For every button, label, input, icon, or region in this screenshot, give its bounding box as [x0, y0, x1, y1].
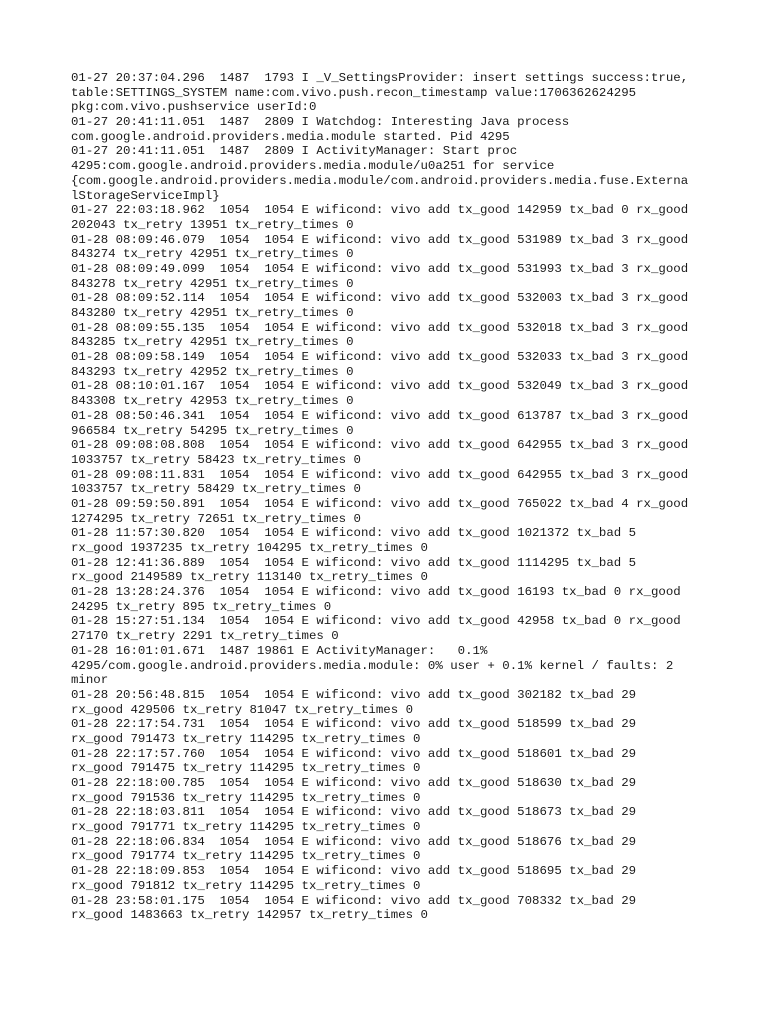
- log-line: 01-27 22:03:18.962 1054 1054 E wificond: vivo add tx_good 142959 tx_bad 0 rx_good: [71, 203, 689, 218]
- log-line: 01-27 20:41:11.051 1487 2809 I Watchdog: Interesting Java process: [71, 115, 570, 130]
- log-line: 843274 tx_retry 42951 tx_retry_times 0: [71, 247, 354, 262]
- log-line: 01-28 13:28:24.376 1054 1054 E wificond: vivo add tx_good 16193 tx_bad 0 rx_good: [71, 585, 681, 600]
- log-line: 27170 tx_retry 2291 tx_retry_times 0: [71, 629, 339, 644]
- log-line: 01-28 08:09:52.114 1054 1054 E wificond: vivo add tx_good 532003 tx_bad 3 rx_good: [71, 291, 689, 306]
- log-line: 843308 tx_retry 42953 tx_retry_times 0: [71, 394, 354, 409]
- log-line: rx_good 1483663 tx_retry 142957 tx_retry_times 0: [71, 908, 428, 923]
- log-line: 843278 tx_retry 42951 tx_retry_times 0: [71, 276, 354, 291]
- log-line: rx_good 791771 tx_retry 114295 tx_retry_times 0: [71, 820, 421, 835]
- log-document: [71, 71, 721, 923]
- log-line: 202043 tx_retry 13951 tx_retry_times 0: [71, 217, 354, 232]
- log-line: 01-28 22:17:57.760 1054 1054 E wificond: vivo add tx_good 518601 tx_bad 29: [71, 746, 637, 761]
- log-line: 01-28 09:08:08.808 1054 1054 E wificond: vivo add tx_good 642955 tx_bad 3 rx_good: [71, 438, 689, 453]
- log-line: 01-28 12:41:36.889 1054 1054 E wificond: vivo add tx_good 1114295 tx_bad 5: [71, 555, 637, 570]
- log-line: {com.google.android.providers.media.module/com.android.providers.media.fuse.Externa: [71, 173, 689, 188]
- log-line: 843285 tx_retry 42951 tx_retry_times 0: [71, 335, 354, 350]
- log-line: 01-27 20:37:04.296 1487 1793 I _V_SettingsProvider: insert settings success:true,: [71, 71, 689, 85]
- log-line: 01-28 08:10:01.167 1054 1054 E wificond: vivo add tx_good 532049 tx_bad 3 rx_good: [71, 379, 689, 394]
- log-line: 1274295 tx_retry 72651 tx_retry_times 0: [71, 511, 361, 526]
- log-line: rx_good 791774 tx_retry 114295 tx_retry_times 0: [71, 849, 421, 864]
- log-line: 843293 tx_retry 42952 tx_retry_times 0: [71, 364, 354, 379]
- log-line: com.google.android.providers.media.module started. Pid 4295: [71, 129, 510, 144]
- log-line: 01-28 16:01:01.671 1487 19861 E ActivityManager: 0.1%: [71, 643, 488, 658]
- log-line: 01-28 22:17:54.731 1054 1054 E wificond: vivo add tx_good 518599 tx_bad 29: [71, 717, 637, 732]
- log-line: rx_good 1937235 tx_retry 104295 tx_retry_times 0: [71, 541, 428, 555]
- log-line: 01-28 08:09:55.135 1054 1054 E wificond: vivo add tx_good 532018 tx_bad 3 rx_good: [71, 320, 689, 335]
- log-line: rx_good 791536 tx_retry 114295 tx_retry_times 0: [71, 790, 421, 805]
- log-line: 01-28 22:18:00.785 1054 1054 E wificond: vivo add tx_good 518630 tx_bad 29: [71, 776, 637, 790]
- log-line: 843280 tx_retry 42951 tx_retry_times 0: [71, 306, 354, 320]
- log-line: 01-28 08:09:58.149 1054 1054 E wificond: vivo add tx_good 532033 tx_bad 3 rx_good: [71, 350, 689, 365]
- log-line: 01-28 08:50:46.341 1054 1054 E wificond: vivo add tx_good 613787 tx_bad 3 rx_good: [71, 408, 689, 423]
- log-line: table:SETTINGS_SYSTEM name:com.vivo.push.recon_timestamp value:1706362624295: [71, 85, 637, 100]
- log-line: 24295 tx_retry 895 tx_retry_times 0: [71, 599, 332, 614]
- log-line: 4295/com.google.android.providers.media.module: 0% user + 0.1% kernel / faults: 2: [71, 658, 674, 673]
- log-line: rx_good 2149589 tx_retry 113140 tx_retry_times 0: [71, 570, 428, 585]
- log-line: 01-28 11:57:30.820 1054 1054 E wificond: vivo add tx_good 1021372 tx_bad 5: [71, 526, 637, 541]
- log-line: 01-28 08:09:49.099 1054 1054 E wificond: vivo add tx_good 531993 tx_bad 3 rx_good: [71, 261, 689, 276]
- log-line: 01-28 08:09:46.079 1054 1054 E wificond: vivo add tx_good 531989 tx_bad 3 rx_good: [71, 232, 689, 247]
- log-line: 01-28 22:18:09.853 1054 1054 E wificond: vivo add tx_good 518695 tx_bad 29: [71, 864, 637, 879]
- log-line: minor: [71, 673, 109, 688]
- log-line: rx_good 429506 tx_retry 81047 tx_retry_times 0: [71, 702, 414, 717]
- log-line: 1033757 tx_retry 58423 tx_retry_times 0: [71, 452, 361, 467]
- log-line: 01-28 20:56:48.815 1054 1054 E wificond: vivo add tx_good 302182 tx_bad 29: [71, 687, 637, 702]
- log-line: rx_good 791475 tx_retry 114295 tx_retry_times 0: [71, 761, 421, 776]
- log-line: rx_good 791473 tx_retry 114295 tx_retry_times 0: [71, 731, 421, 746]
- log-line: pkg:com.vivo.pushservice userId:0: [71, 100, 317, 115]
- log-line: 1033757 tx_retry 58429 tx_retry_times 0: [71, 482, 361, 497]
- log-line: 966584 tx_retry 54295 tx_retry_times 0: [71, 423, 354, 438]
- log-line: 01-28 15:27:51.134 1054 1054 E wificond: vivo add tx_good 42958 tx_bad 0 rx_good: [71, 614, 681, 629]
- log-line: 01-28 09:08:11.831 1054 1054 E wificond: vivo add tx_good 642955 tx_bad 3 rx_good: [71, 467, 689, 482]
- log-line: 01-28 23:58:01.175 1054 1054 E wificond: vivo add tx_good 708332 tx_bad 29: [71, 893, 637, 908]
- log-line: rx_good 791812 tx_retry 114295 tx_retry_times 0: [71, 878, 421, 893]
- log-line: lStorageServiceImpl}: [71, 188, 220, 203]
- log-line: 01-28 22:18:06.834 1054 1054 E wificond: vivo add tx_good 518676 tx_bad 29: [71, 834, 637, 849]
- log-line: 4295:com.google.android.providers.media.module/u0a251 for service: [71, 159, 555, 174]
- log-line: 01-27 20:41:11.051 1487 2809 I ActivityManager: Start proc: [71, 144, 518, 159]
- log-line: 01-28 22:18:03.811 1054 1054 E wificond: vivo add tx_good 518673 tx_bad 29: [71, 805, 637, 820]
- log-line: 01-28 09:59:50.891 1054 1054 E wificond: vivo add tx_good 765022 tx_bad 4 rx_good: [71, 496, 689, 511]
